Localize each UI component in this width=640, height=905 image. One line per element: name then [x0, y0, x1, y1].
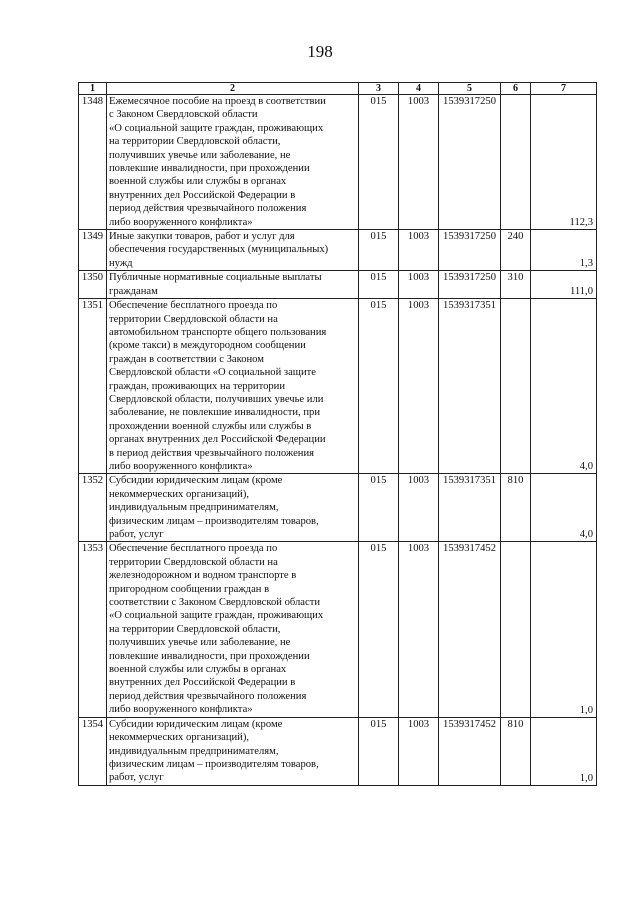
section-code: 1003 — [399, 474, 439, 542]
target-article-code: 1539317250 — [439, 95, 501, 230]
table-row — [79, 95, 597, 230]
header-row — [79, 83, 597, 95]
target-article-code: 1539317250 — [439, 271, 501, 299]
amount-cell — [531, 299, 597, 474]
expense-type-code: 240 — [501, 230, 531, 271]
row-number: 1349 — [79, 230, 107, 271]
target-article-code: 1539317351 — [439, 299, 501, 474]
column-header: 4 — [399, 83, 439, 95]
amount-value: 4,0 — [579, 529, 593, 541]
section-code: 1003 — [399, 95, 439, 230]
target-article-code: 1539317250 — [439, 230, 501, 271]
ministry-code: 015 — [359, 474, 399, 542]
expense-type-code: 310 — [501, 271, 531, 299]
amount-cell — [531, 230, 597, 271]
row-name: Субсидии юридическим лицам (кроме некоммерческих организаций), индивидуальным предпринимателям, физическим лицам – производителям товаров, работ, услуг — [107, 717, 359, 785]
table-row — [79, 299, 597, 474]
expense-type-code: 810 — [501, 717, 531, 785]
amount-cell — [531, 542, 597, 717]
amount-value: 1,0 — [579, 772, 593, 784]
ministry-code: 015 — [359, 299, 399, 474]
ministry-code: 015 — [359, 717, 399, 785]
ministry-code: 015 — [359, 271, 399, 299]
expense-type-code — [501, 299, 531, 474]
row-name: Иные закупки товаров, работ и услуг для обеспечения государственных (муниципальных) нужд — [107, 230, 359, 271]
column-header: 3 — [359, 83, 399, 95]
column-header: 2 — [107, 83, 359, 95]
amount-value: 1,0 — [579, 704, 593, 716]
target-article-code: 1539317452 — [439, 542, 501, 717]
column-header: 7 — [531, 83, 597, 95]
amount-value: 111,0 — [569, 286, 593, 298]
row-name: Обеспечение бесплатного проезда по территории Свердловской области на автомобильном транспорте общего пользования (кроме такси) в междугородном сообщении граждан в соответствии с Законом Свердловской области «О социальной защите граждан, проживающих на территории Свердловской области, получивших увечье или заболевание, не повлекшие инвалидности, при прохождении военной службы или службы в органах внутренних дел Российской Федерации в период действия чрезвычайного положения либо вооруженного конфликта» — [107, 299, 359, 474]
row-name: Ежемесячное пособие на проезд в соответствии с Законом Свердловской области «О социальной защите граждан, проживающих на территории Свердловской области, получивших увечье или заболевание, не повлекшие инвалидности, при прохождении военной службы или службы в органах внутренних дел Российской Федерации в период действия чрезвычайного положения либо вооруженного конфликта» — [107, 95, 359, 230]
section-code: 1003 — [399, 271, 439, 299]
table-row — [79, 230, 597, 271]
row-number: 1351 — [79, 299, 107, 474]
amount-cell — [531, 474, 597, 542]
target-article-code: 1539317452 — [439, 717, 501, 785]
table-row — [79, 717, 597, 785]
ministry-code: 015 — [359, 95, 399, 230]
table-row — [79, 271, 597, 299]
column-header: 6 — [501, 83, 531, 95]
ministry-code: 015 — [359, 542, 399, 717]
ministry-code: 015 — [359, 230, 399, 271]
table-row — [79, 542, 597, 717]
target-article-code: 1539317351 — [439, 474, 501, 542]
amount-cell — [531, 717, 597, 785]
amount-cell — [531, 271, 597, 299]
section-code: 1003 — [399, 299, 439, 474]
page-number: 198 — [307, 42, 333, 61]
row-number: 1354 — [79, 717, 107, 785]
row-name: Публичные нормативные социальные выплаты гражданам — [107, 271, 359, 299]
amount-cell — [531, 95, 597, 230]
column-header: 5 — [439, 83, 501, 95]
section-code: 1003 — [399, 230, 439, 271]
amount-value: 1,3 — [579, 258, 593, 270]
row-number: 1352 — [79, 474, 107, 542]
expense-type-code — [501, 542, 531, 717]
row-number: 1353 — [79, 542, 107, 717]
amount-value: 112,3 — [569, 217, 593, 229]
row-name: Обеспечение бесплатного проезда по территории Свердловской области на железнодорожном и водном транспорте в пригородном сообщении граждан в соответствии с Законом Свердловской области «О социальной защите граждан, проживающих на территории Свердловской области, получивших увечье или заболевание, не повлекшие инвалидности, при прохождении военной службы или службы в органах внутренних дел Российской Федерации в период действия чрезвычайного положения либо вооруженного конфликта» — [107, 542, 359, 717]
amount-value: 4,0 — [579, 461, 593, 473]
row-number: 1348 — [79, 95, 107, 230]
section-code: 1003 — [399, 717, 439, 785]
column-header: 1 — [79, 83, 107, 95]
row-name: Субсидии юридическим лицам (кроме некоммерческих организаций), индивидуальным предпринимателям, физическим лицам – производителям товаров, работ, услуг — [107, 474, 359, 542]
section-code: 1003 — [399, 542, 439, 717]
row-number: 1350 — [79, 271, 107, 299]
expense-type-code — [501, 95, 531, 230]
table-row — [79, 474, 597, 542]
budget-table — [78, 82, 597, 786]
expense-type-code: 810 — [501, 474, 531, 542]
